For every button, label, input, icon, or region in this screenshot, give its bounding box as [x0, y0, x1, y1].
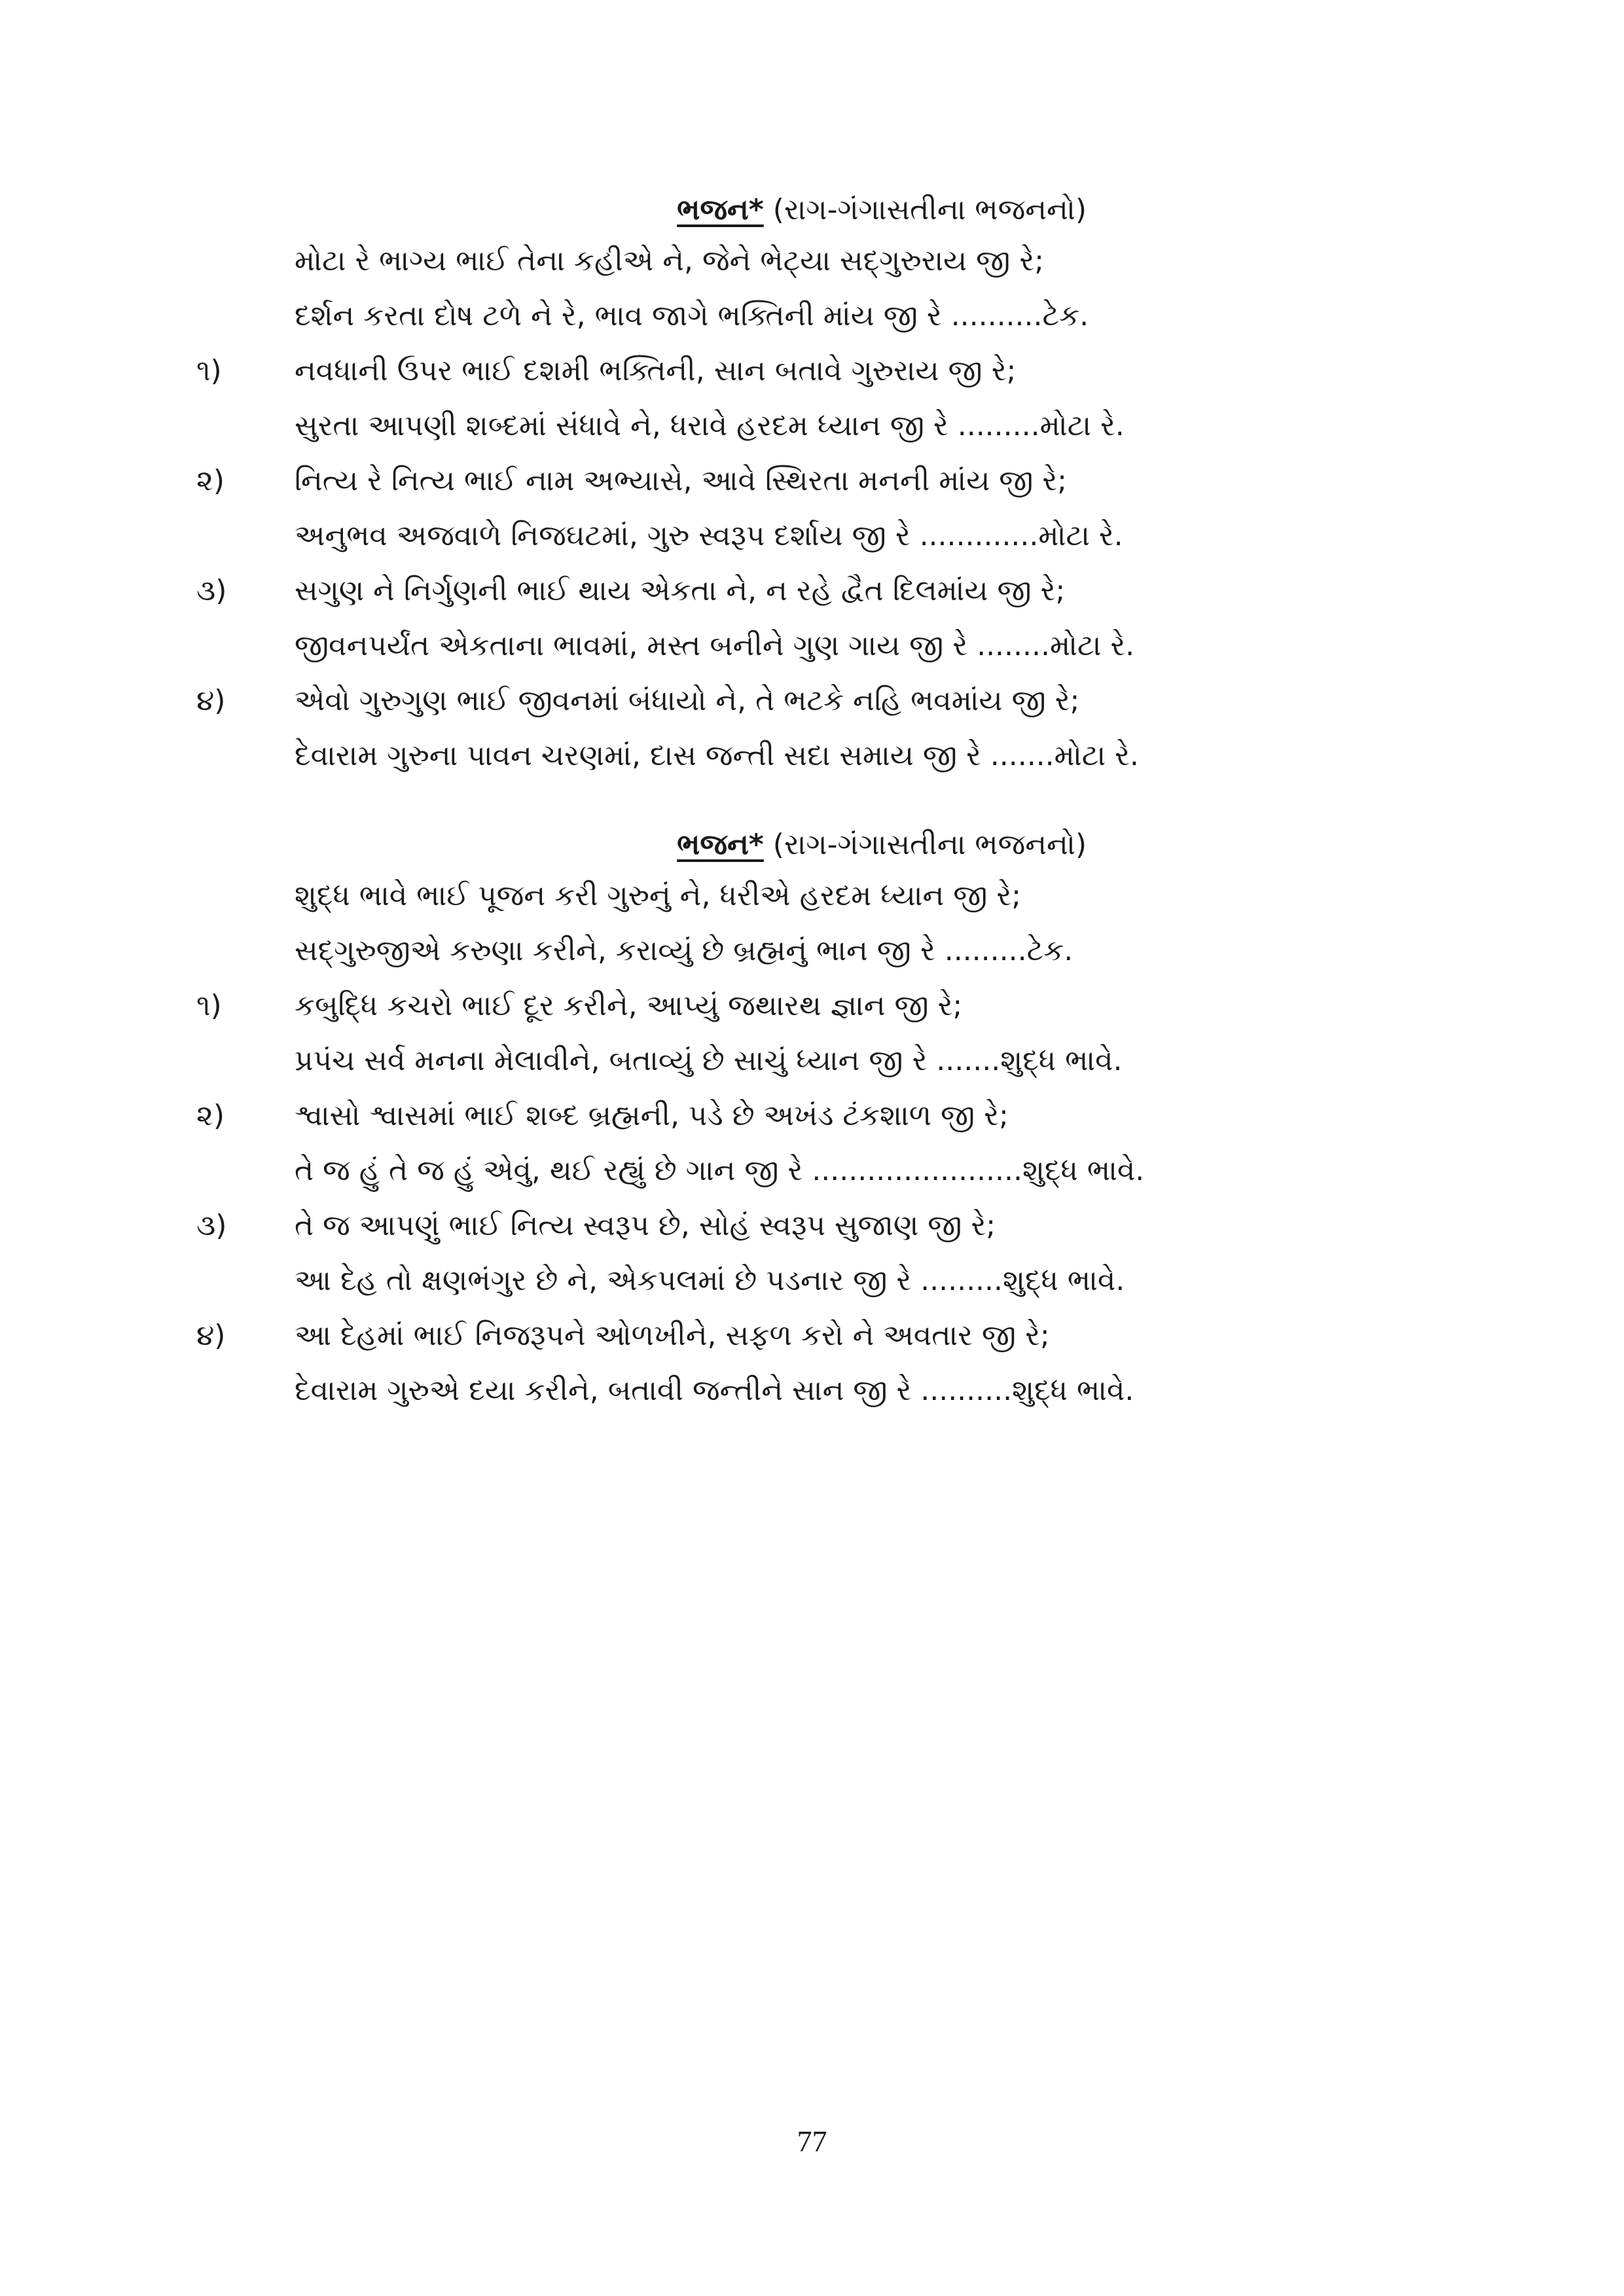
verse-line — [196, 399, 1132, 454]
verse-number: ૩) — [196, 1209, 227, 1242]
bhajan-title: ભજન* — [677, 828, 764, 861]
bhajan-raag: (રાગ-ગંગાસતીના ભજનનો) — [763, 193, 1087, 226]
verse-text: શ્વાસો શ્વાસમાં ભાઈ શબ્દ બ્રહ્મની, પડે છે અખંડ ટંકશાળ જી રે; — [295, 1099, 1009, 1132]
verse-line — [196, 234, 1132, 289]
verse-text: તે જ હું તે જ હું એવું, થઈ રહ્યું છે ગાન જી રે .......................શુદ્ધ ભાવે. — [295, 1154, 1145, 1187]
verse-text: તે જ આપણું ભાઈ નિત્ય સ્વરૂપ છે, સોહં સ્વરૂપ સુજાણ જી રે; — [295, 1209, 996, 1242]
page-number: 77 — [797, 2125, 827, 2158]
bhajan-section-1 — [196, 187, 1139, 783]
verse-line — [196, 673, 1132, 728]
verse-text: જીવનપર્યંત એકતાના ભાવમાં, મસ્ત બનીને ગુણ ગાય જી રે ........મોટા રે. — [295, 629, 1135, 662]
verse-line — [196, 564, 1132, 619]
verse-text: દેવારામ ગુરુએ દયા કરીને, બતાવી જન્તીને સાન જી રે ..........શુદ્ધ ભાવે. — [295, 1374, 1134, 1407]
verse-text: નવધાની ઉપર ભાઈ દશમી ભક્તિની, સાન બતાવે ગુરુરાય જી રે; — [295, 354, 1017, 387]
verse-number: ૪) — [196, 684, 226, 717]
bhajan-section-2 — [196, 821, 1145, 1418]
verse-line — [196, 1308, 1132, 1363]
verse-text: દેવારામ ગુરુના પાવન ચરણમાં, દાસ જન્તી સદા સમાય જી રે .......મોટા રે. — [295, 739, 1139, 772]
bhajan-heading — [196, 187, 1132, 234]
verse-line — [196, 619, 1135, 673]
verse-number: ૨) — [196, 1099, 225, 1132]
verse-text: આ દેહ તો ક્ષણભંગુર છે ને, એકપલમાં છે પડનાર જી રે .........શુદ્ધ ભાવે. — [295, 1264, 1125, 1297]
verse-text: મોટા રે ભાગ્ય ભાઈ તેના કહીએ ને, જેને ભેટ્યા સદ્‌ગુરુરાય જી રે; — [295, 244, 1044, 278]
verse-number: ૩) — [196, 574, 227, 607]
verse-number: ૧) — [196, 354, 222, 387]
verse-line — [196, 454, 1132, 509]
verse-number: ૧) — [196, 989, 222, 1022]
verse-line — [196, 1253, 1132, 1308]
verse-text: અનુભવ અજવાળે નિજઘટમાં, ગુરુ સ્વરૂપ દર્શાય જી રે .............મોટા રે. — [295, 519, 1123, 552]
verse-line — [196, 344, 1132, 399]
verse-text: પ્રપંચ સર્વ મનના મેલાવીને, બતાવ્યું છે સાચું ધ્યાન જી રે .......શુદ્ધ ભાવે. — [295, 1044, 1123, 1077]
verse-line — [196, 728, 1139, 783]
verse-text: શુદ્ધ ભાવે ભાઈ પૂજન કરી ગુરુનું ને, ધરીએ હરદમ ધ્યાન જી રે; — [295, 879, 1022, 912]
verse-line — [196, 1198, 1132, 1253]
verse-line — [196, 924, 1132, 978]
verse-text: કબુદ્ધિ કચરો ભાઈ દૂર કરીને, આપ્યું જથારથ જ્ઞાન જી રે; — [295, 989, 963, 1022]
verse-line — [196, 1143, 1145, 1198]
verse-number: ૪) — [196, 1319, 226, 1352]
verse-text: આ દેહમાં ભાઈ નિજરૂપને ઓળખીને, સફળ કરો ને અવતાર જી રે; — [295, 1319, 1050, 1352]
bhajan-title: ભજન* — [677, 193, 764, 226]
verse-text: દર્શન કરતા દોષ ટળે ને રે, ભાવ જાગે ભક્તિની માંય જી રે ..........ટેક. — [295, 299, 1089, 332]
verse-line — [196, 509, 1132, 564]
verse-line — [196, 1363, 1132, 1418]
verse-line — [196, 869, 1132, 924]
verse-text: એવો ગુરુગુણ ભાઈ જીવનમાં બંધાયો ને, તે ભટકે નહિ ભવમાંય જી રે; — [295, 684, 1080, 717]
verse-text: સગુણ ને નિર્ગુણની ભાઈ થાય એકતા ને, ન રહે દ્વૈત દિલમાંય જી રે; — [295, 574, 1066, 607]
verse-text: સુરતા આપણી શબ્દમાં સંધાવે ને, ધરાવે હરદમ ધ્યાન જી રે .........મોટા રે. — [295, 409, 1125, 442]
verse-text: નિત્ય રે નિત્ય ભાઈ નામ અભ્યાસે, આવે સ્થિરતા મનની માંય જી રે; — [295, 464, 1067, 497]
verse-number: ૨) — [196, 464, 225, 497]
verse-text: સદ્‌ગુરુજીએ કરુણા કરીને, કરાવ્યું છે બ્રહ્મનું ભાન જી રે .........ટેક. — [295, 934, 1074, 967]
verse-line — [196, 1088, 1132, 1143]
bhajan-raag: (રાગ-ગંગાસતીના ભજનનો) — [763, 828, 1087, 861]
verse-line — [196, 1033, 1132, 1088]
verse-line — [196, 289, 1132, 344]
bhajan-heading — [196, 821, 1132, 869]
verse-line — [196, 978, 1132, 1033]
